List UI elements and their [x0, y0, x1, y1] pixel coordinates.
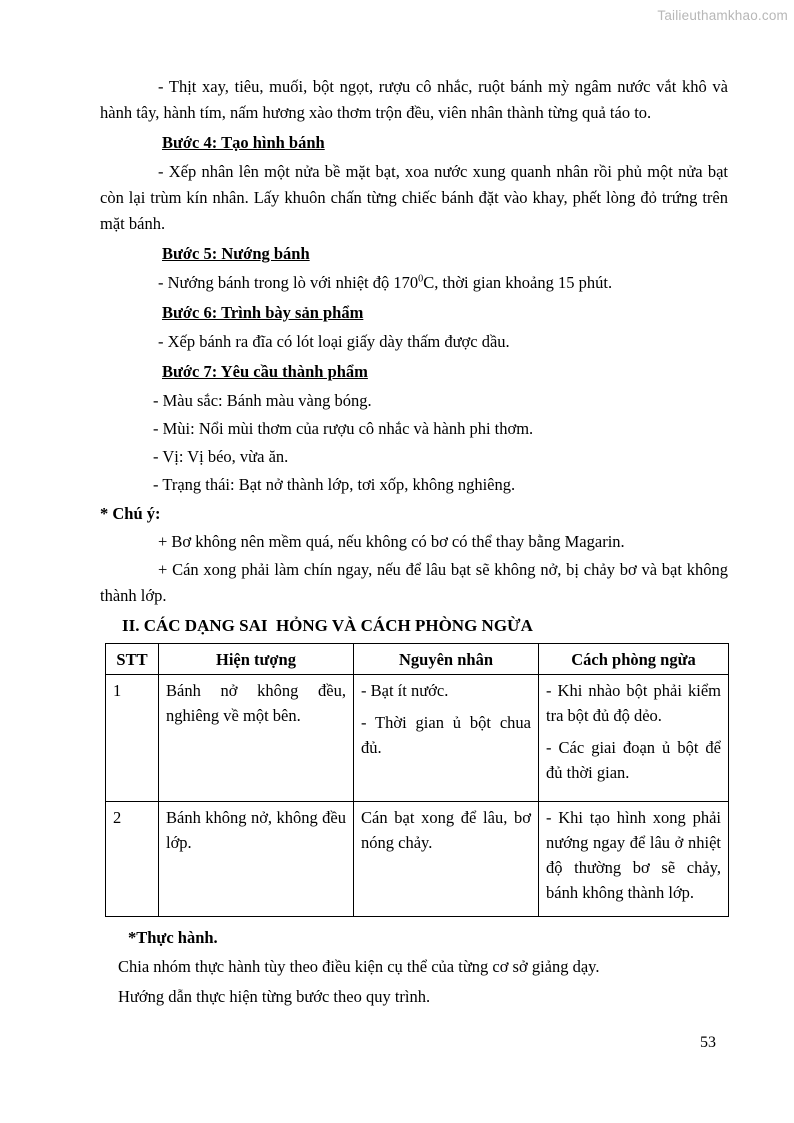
step6-body: - Xếp bánh ra đĩa có lót loại giấy dày thấm được dầu. [158, 332, 510, 351]
practice-line-1: Chia nhóm thực hành tùy theo điều kiện cụ thể của từng cơ sở giảng dạy. [118, 957, 600, 976]
defects-table [105, 643, 729, 917]
practice-label: *Thực hành. [128, 928, 218, 947]
step5-body-pre: - Nướng bánh trong lò với nhiệt độ 170 [158, 273, 419, 292]
table-row [106, 802, 729, 917]
row1-phong-ngua-item1: - Khi nhào bột phải kiểm tra bột đủ độ dẻo. [546, 681, 721, 725]
step5-body-post: C, thời gian khoảng 15 phút. [423, 273, 613, 292]
note-item-1: + Bơ không nên mềm quá, nếu không có bơ có thể thay bằng Magarin. [158, 532, 625, 551]
table-header-row [106, 644, 729, 675]
step7-heading: Bước 7: Yêu cầu thành phẩm [162, 362, 368, 381]
intro-paragraph: - Thịt xay, tiêu, muối, bột ngọt, rượu cô nhắc, ruột bánh mỳ ngâm nước vắt khô và hành tây, hành tím, nấm hương xào thơm trộn đều, viên nhân thành từng quả táo to. [100, 77, 728, 122]
header-hien-tuong: Hiện tượng [159, 644, 354, 675]
page-number: 53 [700, 1034, 716, 1051]
row2-phong-ngua-item1: - Khi tạo hình xong phải nướng ngay để lâu ở nhiệt độ thường bơ sẽ chảy, bánh không thành lớp. [546, 808, 721, 902]
header-phong-ngua: Cách phòng ngừa [539, 644, 729, 675]
row1-stt: 1 [106, 675, 159, 802]
header-stt: STT [106, 644, 159, 675]
header-nguyen-nhan: Nguyên nhân [354, 644, 539, 675]
row1-hien-tuong-text: Bánh nở không đều, nghiêng về một bên. [166, 681, 346, 725]
row2-stt: 2 [106, 802, 159, 917]
degree-superscript: 0 [418, 273, 424, 285]
practice-line-2: Hướng dẫn thực hiện từng bước theo quy trình. [118, 987, 431, 1006]
step4-body: - Xếp nhân lên một nửa bề mặt bạt, xoa nước xung quanh nhân rồi phủ một nửa bạt còn lại trùm kín nhân. Lấy khuôn chấn từng chiếc bánh đặt vào khay, phết lòng đỏ trứng trên mặt bánh. [100, 162, 728, 233]
row2-phong-ngua [539, 802, 729, 917]
row2-nguyen-nhan [354, 802, 539, 917]
section2-heading: II. CÁC DẠNG SAI HỎNG VÀ CÁCH PHÒNG NGỪA [122, 616, 533, 635]
watermark: Tailieuthamkhao.com [657, 8, 788, 23]
row1-nguyen-nhan-item1: - Bạt ít nước. [361, 681, 449, 700]
row1-phong-ngua-item2: - Các giai đoạn ủ bột để đủ thời gian. [546, 738, 721, 782]
row1-phong-ngua [539, 675, 729, 802]
note-item-2: + Cán xong phải làm chín ngay, nếu để lâu bạt sẽ không nở, bị chảy bơ và bạt không thành lớp. [100, 560, 728, 605]
quality-item-state: - Trạng thái: Bạt nở thành lớp, tơi xốp, không nghiêng. [153, 475, 516, 494]
row1-hien-tuong [159, 675, 354, 802]
step5-body [100, 270, 728, 296]
quality-item-color: - Màu sắc: Bánh màu vàng bóng. [153, 391, 372, 410]
notes-label: * Chú ý: [100, 504, 161, 523]
step6-heading: Bước 6: Trình bày sản phẩm [162, 303, 364, 322]
row2-nguyen-nhan-item1: Cán bạt xong để lâu, bơ nóng chảy. [361, 808, 531, 852]
quality-item-smell: - Mùi: Nổi mùi thơm của rượu cô nhắc và hành phi thơm. [153, 419, 534, 438]
page-content [100, 74, 728, 1014]
row1-nguyen-nhan-item2: - Thời gian ủ bột chua đủ. [361, 713, 531, 757]
row1-nguyen-nhan [354, 675, 539, 802]
step5-heading: Bước 5: Nướng bánh [162, 244, 310, 263]
table-row [106, 675, 729, 802]
row2-hien-tuong [159, 802, 354, 917]
quality-item-taste: - Vị: Vị béo, vừa ăn. [153, 447, 289, 466]
step4-heading: Bước 4: Tạo hình bánh [162, 133, 325, 152]
row2-hien-tuong-text: Bánh không nở, không đều lớp. [166, 808, 346, 852]
